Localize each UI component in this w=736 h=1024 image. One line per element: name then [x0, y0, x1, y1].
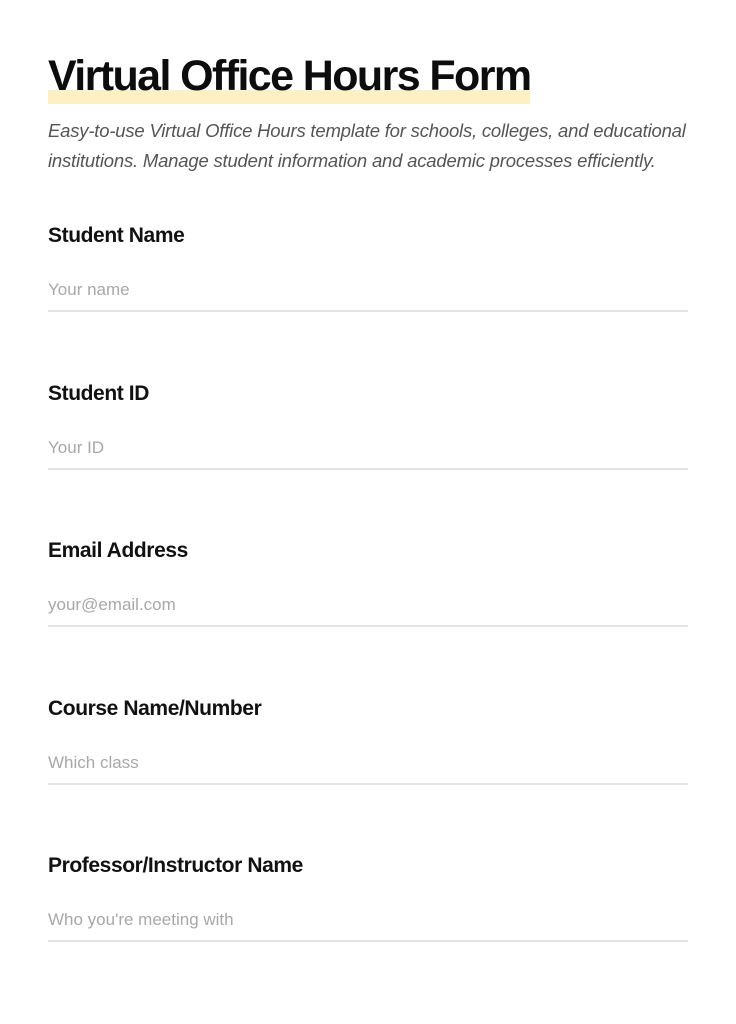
field-email-address — [48, 537, 688, 695]
field-label-student-name: Student Name — [48, 224, 185, 247]
field-course-name — [48, 695, 688, 853]
field-label-student-id: Student ID — [48, 381, 149, 405]
form-container — [48, 50, 688, 1010]
field-student-name — [48, 222, 688, 380]
student-name-input[interactable] — [48, 270, 688, 312]
field-label-professor-name: Professor/Instructor Name — [48, 854, 303, 877]
page-subtitle: Easy-to-use Virtual Office Hours template for schools, colleges, and educational institutions. Manage student information and academic processes efficiently. — [48, 120, 686, 171]
field-label-course-name: Course Name/Number — [48, 696, 262, 720]
page-title-wrapper — [48, 50, 530, 102]
form-fields — [48, 222, 688, 1010]
course-name-input[interactable] — [48, 743, 688, 785]
field-label-email-address: Email Address — [48, 539, 188, 562]
professor-name-input[interactable] — [48, 900, 688, 942]
field-student-id — [48, 380, 688, 538]
field-professor-name — [48, 852, 688, 1010]
email-address-input[interactable] — [48, 585, 688, 627]
student-id-input[interactable] — [48, 428, 688, 470]
page-title: Virtual Office Hours Form — [48, 52, 531, 100]
